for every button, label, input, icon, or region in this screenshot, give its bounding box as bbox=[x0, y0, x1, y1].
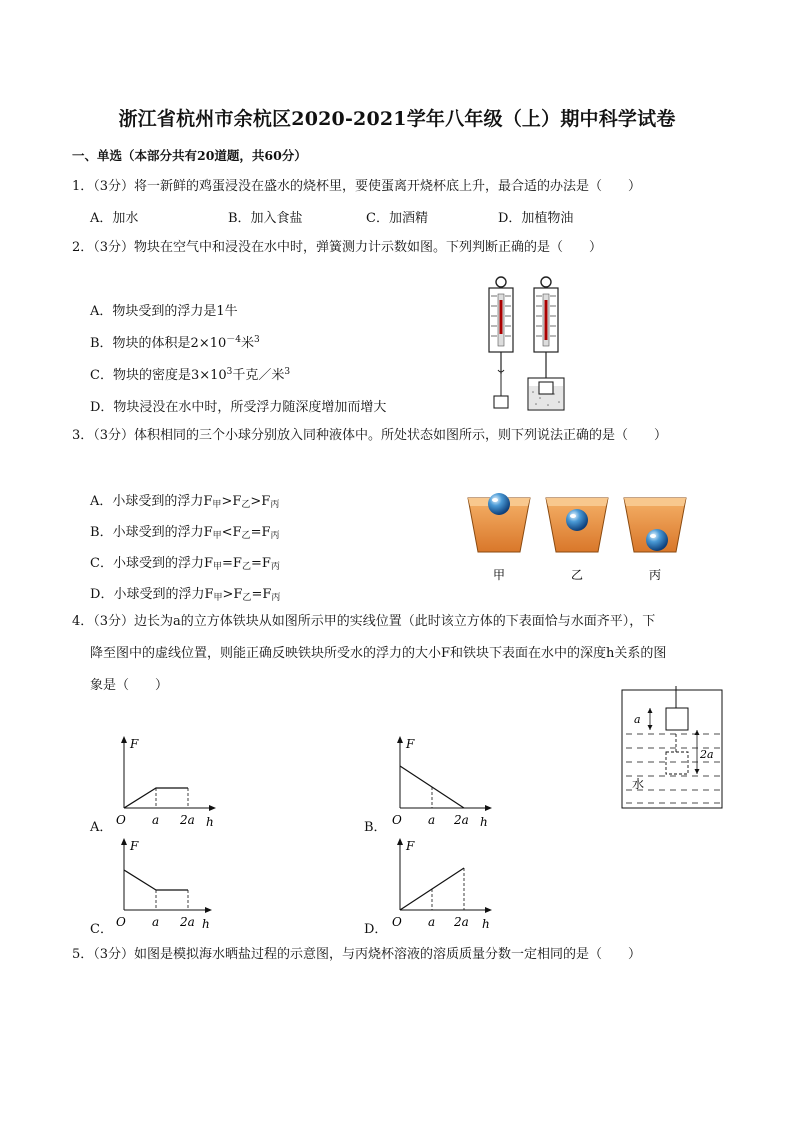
beaker-2a-label: 2a bbox=[700, 748, 714, 761]
cup-jia bbox=[468, 493, 530, 552]
svg-text:F: F bbox=[406, 737, 415, 751]
q3-stem: 3．（3分）体积相同的三个小球分别放入同种液体中。所处状态如图所示，则下列说法正确的是（ ） bbox=[72, 428, 668, 443]
q4-graph-b bbox=[388, 732, 498, 832]
svg-text:O: O bbox=[392, 915, 402, 929]
q3-option-d: D．小球受到的浮力$F_甲>F_乙=F_丙$ bbox=[90, 587, 281, 603]
spring-scale-in-air bbox=[489, 277, 513, 408]
q5-stem: 5．（3分）如图是模拟海水晒盐过程的示意图，与丙烧杯溶液的溶质质量分数一定相同的是（ ） bbox=[72, 947, 642, 962]
svg-text:a: a bbox=[428, 915, 436, 929]
q4-graph-d bbox=[388, 834, 498, 934]
q4-graph-c bbox=[112, 834, 222, 934]
q2-option-a: A．物块受到的浮力是1牛 bbox=[90, 304, 238, 319]
cup-label-yi: 乙 bbox=[570, 568, 584, 582]
page-title: 浙江省杭州市余杭区2020-2021学年八年级（上）期中科学试卷 bbox=[118, 108, 676, 130]
svg-text:2a: 2a bbox=[454, 813, 469, 827]
svg-text:h: h bbox=[202, 917, 210, 931]
q4-stem-line3: 象是（ ） bbox=[90, 678, 169, 693]
q4-graph-c-letter: C． bbox=[90, 922, 113, 937]
svg-text:O: O bbox=[392, 813, 402, 827]
q3-cups-figure bbox=[464, 488, 704, 588]
q2-spring-scale-figure bbox=[470, 274, 580, 414]
svg-text:h: h bbox=[480, 815, 488, 829]
cup-bing bbox=[624, 498, 686, 552]
cup-label-bing: 丙 bbox=[648, 568, 662, 582]
q2-option-c: C．物块的密度是$3\times 10^3$千克／米$^3$ bbox=[90, 367, 291, 383]
q1-stem: 1．（3分）将一新鲜的鸡蛋浸没在盛水的烧杯里，要使蛋离开烧杯底上升，最合适的办法是（ ） bbox=[72, 179, 642, 194]
q4-stem-line2: 降至图中的虚线位置，则能正确反映铁块所受水的浮力的大小F和铁块下表面在水中的深度h关系的图 bbox=[90, 646, 667, 661]
q4-graph-a bbox=[112, 732, 222, 832]
svg-text:a: a bbox=[152, 915, 160, 929]
spring-scale-in-water bbox=[528, 277, 564, 410]
svg-text:2a: 2a bbox=[454, 915, 469, 929]
svg-text:2a: 2a bbox=[180, 813, 195, 827]
q2-option-d: D．物块浸没在水中时，所受浮力随深度增加而增大 bbox=[90, 400, 387, 415]
q4-graph-b-letter: B． bbox=[364, 820, 387, 835]
q3-option-b: B．小球受到的浮力$F_甲<F_乙=F_丙$ bbox=[90, 525, 280, 541]
svg-text:h: h bbox=[206, 815, 214, 829]
q4-beaker-diagram bbox=[618, 686, 728, 814]
q3-option-c: C．小球受到的浮力$F_甲=F_乙=F_丙$ bbox=[90, 556, 280, 572]
beaker-a-label: a bbox=[634, 713, 641, 726]
q1-option-d: D．加植物油 bbox=[498, 211, 574, 226]
section-heading: 一、单选（本部分共有20道题，共60分） bbox=[72, 148, 307, 163]
cup-label-jia: 甲 bbox=[492, 568, 506, 582]
beaker-water-label: 水 bbox=[632, 777, 645, 791]
q4-stem-line1: 4．（3分）边长为a的立方体铁块从如图所示甲的实线位置（此时该立方体的下表面恰与水面齐平），下 bbox=[72, 614, 656, 629]
q1-option-b: B．加入食盐 bbox=[228, 211, 303, 226]
svg-text:h: h bbox=[482, 917, 490, 931]
svg-text:a: a bbox=[428, 813, 436, 827]
svg-text:O: O bbox=[116, 813, 126, 827]
q2-stem: 2．（3分）物块在空气中和浸没在水中时，弹簧测力计示数如图。下列判断正确的是（ ） bbox=[72, 240, 603, 255]
svg-text:O: O bbox=[116, 915, 126, 929]
svg-text:F: F bbox=[130, 839, 139, 853]
svg-text:F: F bbox=[406, 839, 415, 853]
q4-graph-a-letter: A． bbox=[90, 820, 113, 835]
q1-option-c: C．加酒精 bbox=[366, 211, 428, 226]
svg-text:F: F bbox=[130, 737, 139, 751]
svg-text:a: a bbox=[152, 813, 160, 827]
q2-option-b: B．物块的体积是$2\times 10^{-4}$米$^3$ bbox=[90, 335, 260, 351]
cup-yi bbox=[546, 498, 608, 552]
q3-option-a: A．小球受到的浮力$F_甲>F_乙>F_丙$ bbox=[90, 494, 280, 510]
q4-graph-d-letter: D． bbox=[364, 922, 388, 937]
q1-option-a: A．加水 bbox=[90, 211, 139, 226]
svg-text:2a: 2a bbox=[180, 915, 195, 929]
